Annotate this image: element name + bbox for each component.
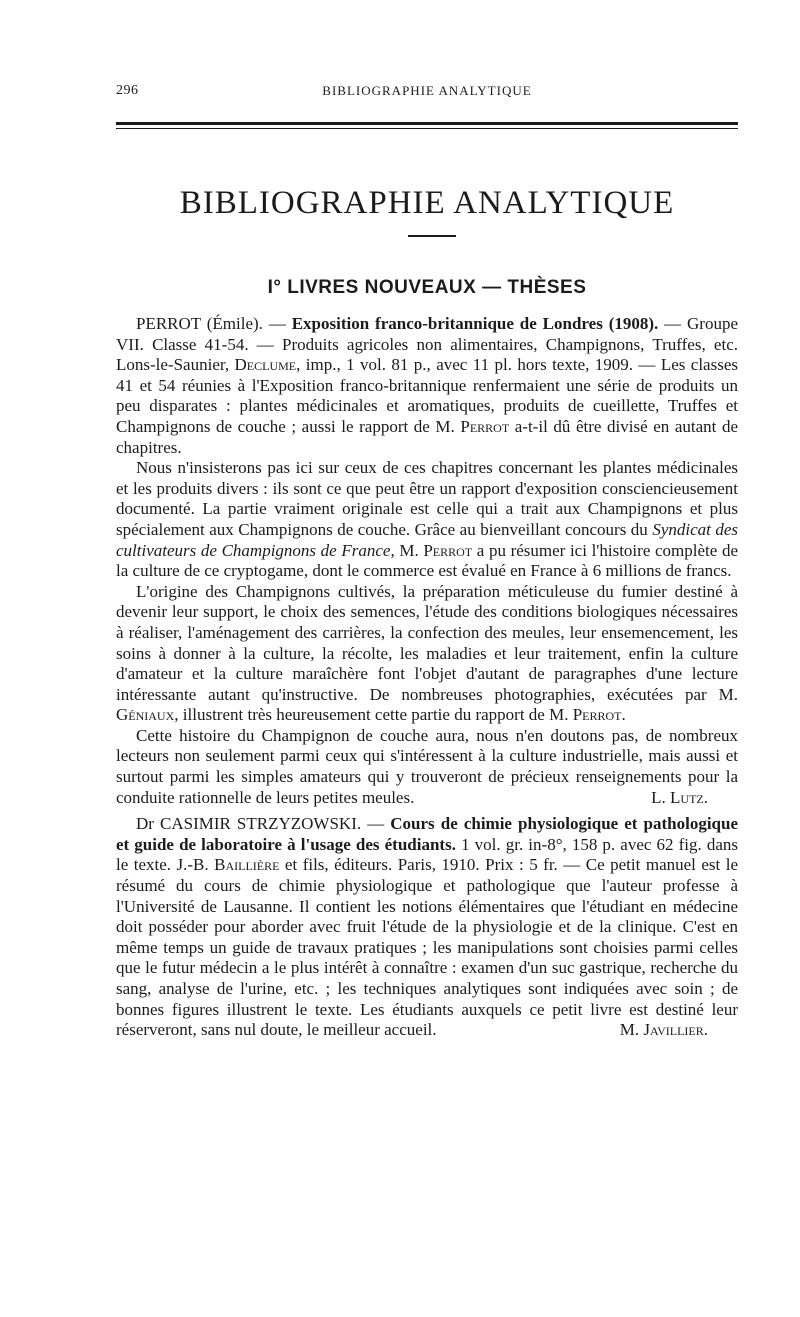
entry1-p2-text-a: Nous n'insisterons pas ici sur ceux de ces chapitres concernant les plantes médicinales et les produits divers : ils sont ce que peut être un rapport d'exposition consciencieusement documenté. La partie vraiment originale est celle qui a trait aux Champignons et plus spécialement aux Champignons de couche. Grâce au bienveillant concours du	[116, 458, 738, 539]
entry1-p2-italic: Syndicat des cultivateurs de Champignons de France	[116, 519, 739, 560]
document-page	[116, 0, 738, 1317]
page-title: BIBLIOGRAPHIE ANALYTIQUE	[179, 185, 675, 221]
entry2-details-a: 1 vol. gr. in-8°, 158 p. avec 62 fig. dans le texte. J.-B.	[116, 834, 739, 875]
entry1-printer: Declume	[234, 355, 297, 375]
entry2-title: Cours de chimie physiologique et pathologique et guide de laboratoire à l'usage des étudiants.	[116, 814, 739, 854]
entry1-paragraph-3	[116, 582, 738, 726]
entry1-p3-text-c: .	[621, 705, 626, 725]
entry2-signature: M. Javillier.	[619, 1020, 708, 1040]
entry1-paragraph-2	[116, 458, 738, 582]
entry1-p3-name: Géniaux	[116, 705, 175, 725]
header-rule-thick	[116, 122, 738, 125]
section-heading: I° LIVRES NOUVEAUX — THÈSES	[267, 277, 587, 298]
entry2-publisher: Baillière	[214, 855, 280, 875]
entry1-paragraph-1	[116, 314, 738, 458]
entry1-p2-text-c: a pu résumer ici l'histoire complète de la culture de ce cryptogame, dont le commerce est évalué en France à 6 millions de francs.	[116, 540, 738, 581]
entry1-p2-name: Perrot	[423, 540, 473, 560]
entry1-name-perrot: Perrot	[460, 416, 510, 436]
entry1-details-b: , imp., 1 vol. 81 p., avec 11 pl. hors texte, 1909. — Les classes 41 et 54 réunies à l'Exposition franco-britannique renfermaient une série de produits un peu disparates : plantes médicinales et aromatiques, produits de cueillette, Truffes et Champignons de couche ; aussi le rapport de M.	[116, 355, 738, 436]
entry1-p2-text-b: , M.	[390, 540, 424, 560]
entry1-paragraph-4	[116, 726, 738, 808]
entry1-details-c: a-t-il dû être divisé en autant de chapitres.	[116, 416, 739, 457]
entry1-p3-text-a: L'origine des Champignons cultivés, la préparation méticuleuse du fumier destiné à devenir leur support, le choix des semences, l'étude des conditions biologiques nécessaires à réaliser, l'aménagement des carrières, la confection des meules, leur ensemencement, les soins à donner à la culture, la récolte, les maladies et leur traitement, enfin la culture d'amateur et la culture maraîchère font l'objet d'autant de paragraphes d'une lecture intéressante autant qu'instructive. De nombreuses photographies, exécutées par M.	[116, 581, 738, 704]
entry1-details-a: — Groupe VII. Classe 41-54. — Produits agricoles non alimentaires, Champignons, Truffes, etc. Lons-le-Saunier,	[116, 314, 739, 375]
entry1-signature: L. Lutz.	[651, 787, 708, 807]
entry2-separator: —	[361, 814, 391, 834]
entry1-title: Exposition franco-britannique de Londres (1908).	[291, 314, 659, 333]
entry1-p4-text: Cette histoire du Champignon de couche aura, nous n'en doutons pas, de nombreux lecteurs non seulement parmi ceux qui s'intéressent à la culture industrielle, mais aussi et surtout parmi les simples amateurs qui y trouveront de précieux renseignements pour la conduite rationnelle de leurs petites meules.	[116, 725, 738, 807]
header-rule-thin	[116, 128, 738, 129]
entry1-p3-name2: Perrot	[572, 705, 622, 725]
entry1-author: PERROT (Émile).	[136, 314, 263, 333]
title-divider	[408, 235, 456, 237]
entry2-author: Dr CASIMIR STRZYZOWSKI.	[136, 814, 362, 834]
entry1-p3-text-b: , illustrent très heureusement cette partie du rapport de M.	[174, 705, 573, 725]
page-number: 296	[116, 83, 139, 98]
entry1-separator: —	[262, 314, 292, 333]
entry2-details-b: et fils, éditeurs. Paris, 1910. Prix : 5 fr. — Ce petit manuel est le résumé du cours de chimie physiologique et pathologique que l'auteur professe à l'Université de Lausanne. Il contient les notions élémentaires que l'étudiant en médecine doit posséder pour aborder avec fruit l'étude de la physiologie et de la clinique. C'est en même temps un guide de travaux pratiques ; les manipulations sont choisies parmi celles que le futur médecin a le plus intérêt à connaître : examen d'un suc gastrique, recherche du sang, analyse de l'urine, etc. ; les techniques analytiques sont indiquées avec soin ; de bonnes figures illustrent le texte. Les étudiants auxquels ce petit livre est destiné leur réserveront, sans nul doute, le meilleur accueil.	[116, 855, 738, 1040]
running-title: BIBLIOGRAPHIE ANALYTIQUE	[322, 83, 532, 98]
running-header	[116, 83, 738, 103]
entry2-paragraph	[116, 814, 738, 1041]
article-body	[116, 314, 738, 1041]
